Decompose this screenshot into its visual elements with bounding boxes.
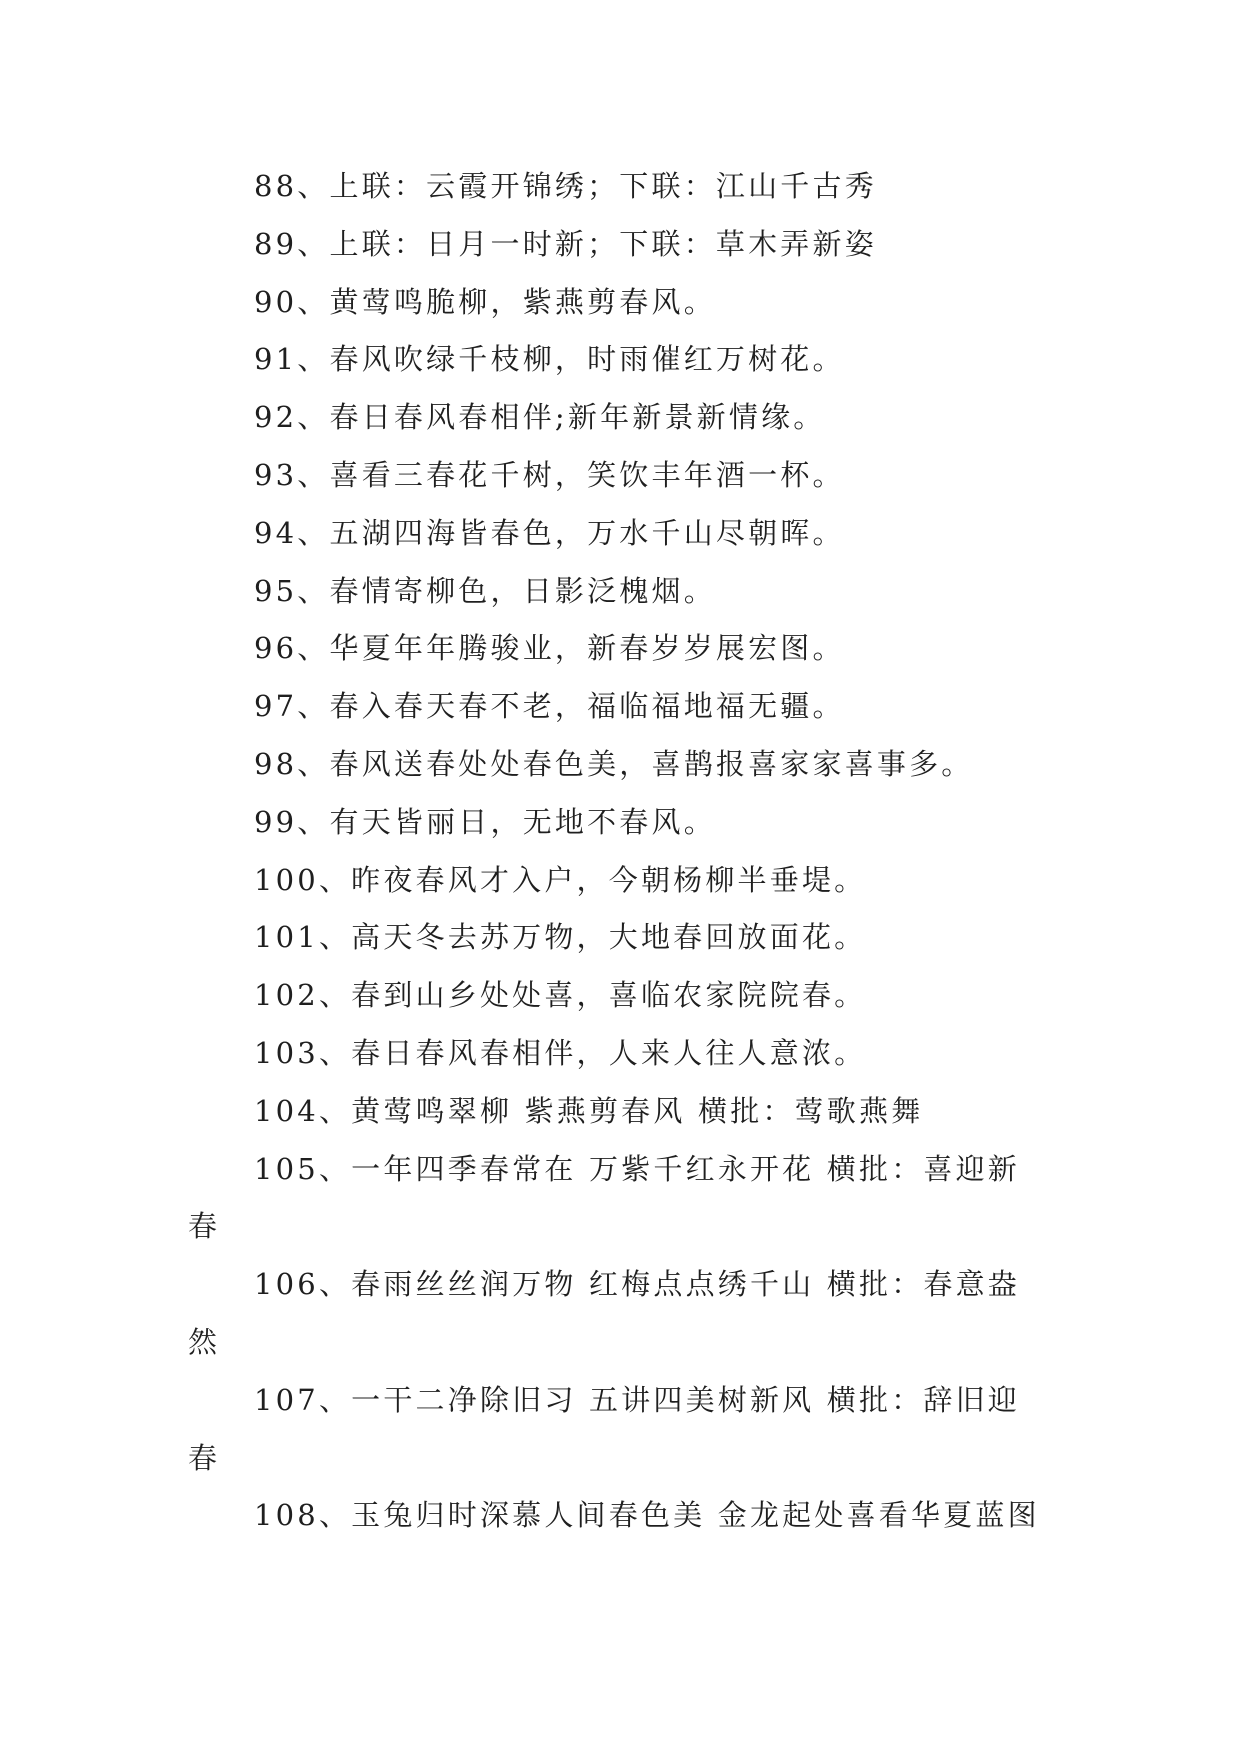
document-body bbox=[188, 158, 1048, 1545]
couplet-paragraph: 98、春风送春处处春色美，喜鹊报喜家家喜事多。 bbox=[254, 746, 974, 781]
couplet-paragraph: 92、春日春风春相伴;新年新景新情缘。 bbox=[254, 400, 826, 435]
couplet-paragraph: 97、春入春天春不老，福临福地福无疆。 bbox=[254, 689, 845, 724]
couplet-paragraph: 108、玉兔归时深慕人间春色美 金龙起处喜看华夏蓝图 bbox=[254, 1498, 1040, 1533]
couplet-paragraph: 107、一干二净除旧习 五讲四美树新风 横批：辞旧迎春 bbox=[188, 1382, 1020, 1475]
couplet-paragraph: 104、黄莺鸣翠柳 紫燕剪春风 横批：莺歌燕舞 bbox=[254, 1093, 924, 1128]
couplet-paragraph: 91、春风吹绿千枝柳，时雨催红万树花。 bbox=[254, 342, 845, 377]
couplet-paragraph: 88、上联：云霞开锦绣；下联：江山千古秀 bbox=[254, 169, 877, 203]
couplet-paragraph: 94、五湖四海皆春色，万水千山尽朝晖。 bbox=[254, 515, 845, 550]
couplet-paragraph: 96、华夏年年腾骏业，新春岁岁展宏图。 bbox=[254, 631, 845, 666]
couplet-paragraph: 95、春情寄柳色，日影泛槐烟。 bbox=[254, 573, 716, 608]
couplet-paragraph: 103、春日春风春相伴，人来人往人意浓。 bbox=[254, 1035, 867, 1070]
couplet-paragraph: 93、喜看三春花千树，笑饮丰年酒一杯。 bbox=[254, 457, 845, 492]
couplet-paragraph: 105、一年四季春常在 万紫千红永开花 横批：喜迎新春 bbox=[188, 1151, 1020, 1244]
couplet-paragraph: 90、黄莺鸣脆柳，紫燕剪春风。 bbox=[254, 284, 716, 319]
couplet-paragraph: 89、上联：日月一时新；下联：草木弄新姿 bbox=[254, 226, 877, 261]
couplet-paragraph: 106、春雨丝丝润万物 红梅点点绣千山 横批：春意盎然 bbox=[188, 1267, 1020, 1359]
couplet-paragraph: 99、有天皆丽日，无地不春风。 bbox=[254, 804, 716, 839]
couplet-paragraph: 101、高天冬去苏万物，大地春回放面花。 bbox=[254, 920, 867, 955]
couplet-paragraph: 100、昨夜春风才入户，今朝杨柳半垂堤。 bbox=[254, 862, 867, 897]
couplet-paragraph: 102、春到山乡处处喜，喜临农家院院春。 bbox=[254, 978, 867, 1013]
